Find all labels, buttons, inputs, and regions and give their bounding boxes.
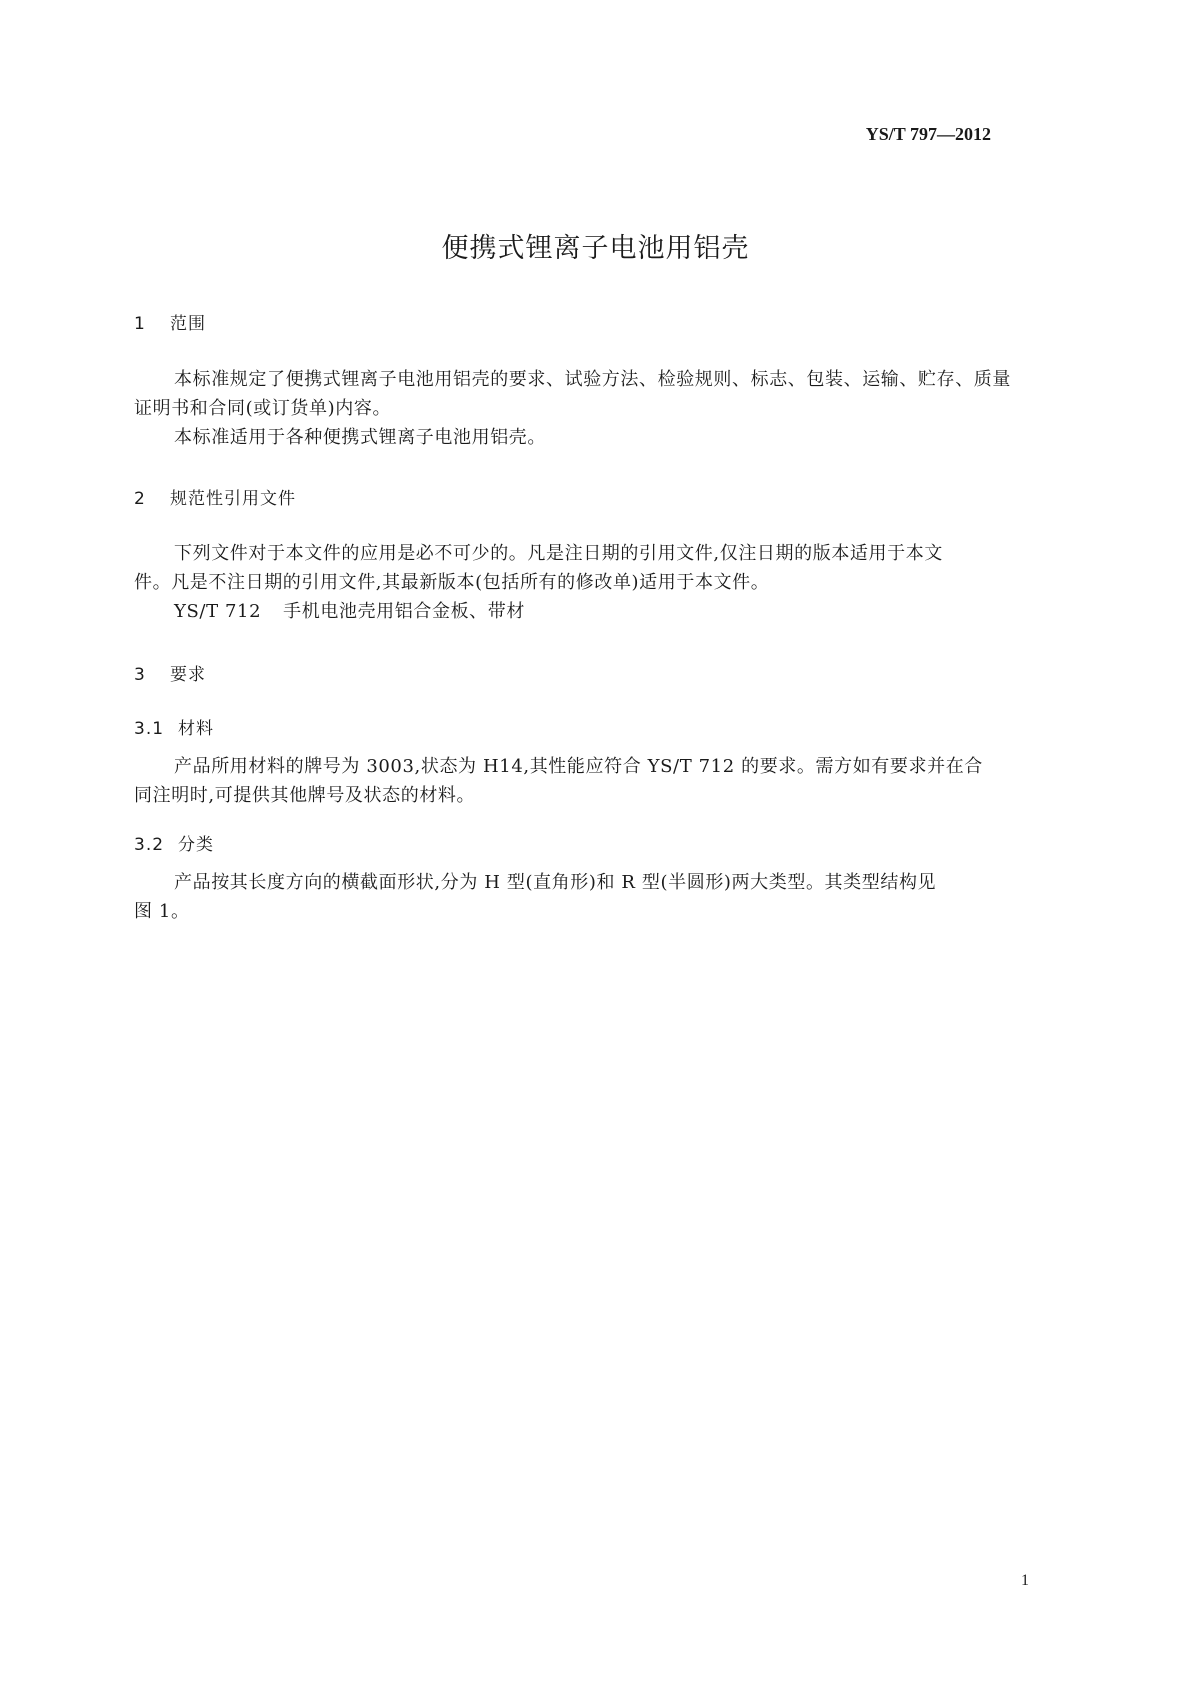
section-title: 范围 <box>170 314 206 334</box>
paragraph-line: 同注明时,可提供其他牌号及状态的材料。 <box>134 785 476 806</box>
section-1-body <box>134 365 1011 452</box>
section-3-1-heading <box>134 714 214 739</box>
section-number: 3 <box>134 665 146 685</box>
section-number: 3.1 <box>134 719 165 739</box>
section-2-heading <box>134 484 296 509</box>
paragraph-line: 图 1。 <box>134 901 190 922</box>
paragraph-line: 证明书和合同(或订货单)内容。 <box>134 398 392 419</box>
standard-code: YS/T 797—2012 <box>865 124 991 144</box>
reference-title: 手机电池壳用铝合金板、带材 <box>283 601 525 622</box>
section-title: 分类 <box>178 835 214 855</box>
section-3-2-heading <box>134 830 214 855</box>
paragraph-line: 本标准适用于各种便携式锂离子电池用铝壳。 <box>174 427 546 448</box>
section-3-heading <box>134 660 206 685</box>
reference-code: YS/T 712 <box>174 601 262 622</box>
document-title: 便携式锂离子电池用铝壳 <box>441 233 750 264</box>
section-number: 1 <box>134 314 146 334</box>
section-2-body <box>134 539 943 626</box>
reference-entry <box>134 597 943 626</box>
paragraph-line: 本标准规定了便携式锂离子电池用铝壳的要求、试验方法、检验规则、标志、包装、运输、贮存、质量 <box>174 369 1011 390</box>
section-title: 规范性引用文件 <box>170 489 296 509</box>
paragraph-line: 件。凡是不注日期的引用文件,其最新版本(包括所有的修改单)适用于本文件。 <box>134 572 770 593</box>
page-number: 1 <box>1021 1572 1029 1589</box>
section-3-1-body <box>134 752 983 810</box>
section-1-heading <box>134 309 206 334</box>
paragraph-line: 下列文件对于本文件的应用是必不可少的。凡是注日期的引用文件,仅注日期的版本适用于本文 <box>174 543 943 564</box>
section-number: 2 <box>134 489 146 509</box>
section-number: 3.2 <box>134 835 165 855</box>
section-3-2-body <box>134 868 936 926</box>
paragraph-line: 产品所用材料的牌号为 3003,状态为 H14,其性能应符合 YS/T 712 的要求。需方如有要求并在合 <box>174 756 983 777</box>
section-title: 材料 <box>178 719 214 739</box>
paragraph-line: 产品按其长度方向的横截面形状,分为 H 型(直角形)和 R 型(半圆形)两大类型。其类型结构见 <box>174 872 937 893</box>
section-title: 要求 <box>170 665 206 685</box>
